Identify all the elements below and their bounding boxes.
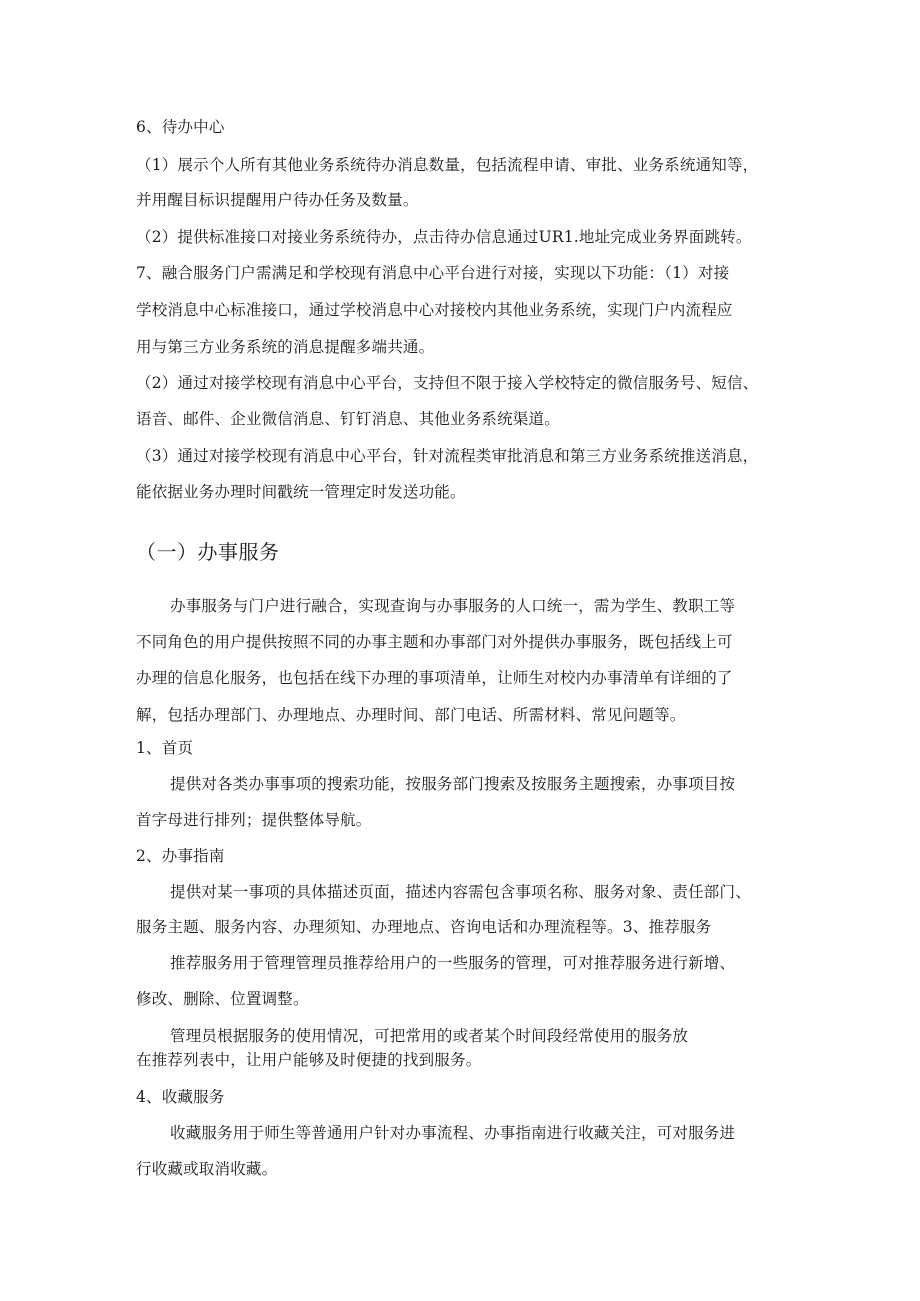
intro-line3: 办理的信息化服务，也包括在线下办理的事项清单，让师生对校内办事清单有详细的了: [136, 669, 733, 687]
item4-line2: 行收藏或取消收藏。: [136, 1160, 278, 1178]
item4-title: 4、收藏服务: [136, 1088, 225, 1106]
item6-para1-line2: 并用醒目标识提醒用户待办任务及数量。: [136, 191, 419, 209]
item2-line1: 提供对某一事项的具体描述页面，描述内容需包含事项名称、服务对象、责任部门、: [170, 883, 751, 901]
item2-title: 2、办事指南: [136, 847, 225, 865]
item7-line2: 学校消息中心标准接口，通过学校消息中心对接校内其他业务系统，实现门户内流程应: [136, 301, 733, 319]
item3-para2-line2: 在推荐列表中，让用户能够及时便捷的找到服务。: [136, 1051, 482, 1069]
item2-line2: 服务主题、服务内容、办理须知、办理地点、咨询电话和办理流程等。3、推荐服务: [136, 918, 712, 936]
item7-para3-line1: （3）通过对接学校现有消息中心平台，针对流程类审批消息和第三方业务系统推送消息，: [136, 447, 759, 465]
intro-line2: 不同角色的用户提供按照不同的办事主题和办事部门对外提供办事服务，既包括线上可: [136, 633, 733, 651]
item7-line3: 用与第三方业务系统的消息提醒多端共通。: [136, 338, 435, 356]
item6-para1-line1: （1）展示个人所有其他业务系统待办消息数量，包括流程申请、审批、业务系统通知等，: [136, 156, 759, 174]
item6-para2: （2）提供标准接口对接业务系统待办，点击待办信息通过UR1.地址完成业务界面跳转。: [136, 228, 752, 246]
item1-line2: 首字母进行排列；提供整体导航。: [136, 811, 372, 829]
item3-para2-line1: 管理员根据服务的使用情况，可把常用的或者某个时间段经常使用的服务放: [170, 1027, 689, 1045]
item7-para2-line1: （2）通过对接学校现有消息中心平台，支持但不限于接入学校特定的微信服务号、短信、: [136, 374, 759, 392]
item1-line1: 提供对各类办事事项的搜索功能，按服务部门搜索及按服务主题搜索，办事项目按: [170, 775, 736, 793]
item4-line1: 收藏服务用于师生等普通用户针对办事流程、办事指南进行收藏关注，可对服务进: [170, 1124, 736, 1142]
item7-para2-line2: 语音、邮件、企业微信消息、钉钉消息、其他业务系统渠道。: [136, 410, 560, 428]
intro-line4: 解，包括办理部门、办理地点、办理时间、部门电话、所需材料、常见问题等。: [136, 706, 686, 724]
item6-title: 6、待办中心: [136, 118, 225, 136]
item3-line1: 推荐服务用于管理管理员推荐给用户的一些服务的管理，可对推荐服务进行新增、: [170, 954, 736, 972]
item7-line1: 7、融合服务门户需满足和学校现有消息中心平台进行对接，实现以下功能：（1）对接: [136, 264, 730, 282]
item3-line2: 修改、删除、位置调整。: [136, 990, 309, 1008]
item1-title: 1、首页: [136, 739, 194, 757]
item7-para3-line2: 能依据业务办理时间戳统一管理定时发送功能。: [136, 483, 466, 501]
section-heading: （一）办事服务: [136, 540, 280, 564]
intro-line1: 办事服务与门户进行融合，实现查询与办事服务的人口统一，需为学生、教职工等: [170, 597, 736, 615]
